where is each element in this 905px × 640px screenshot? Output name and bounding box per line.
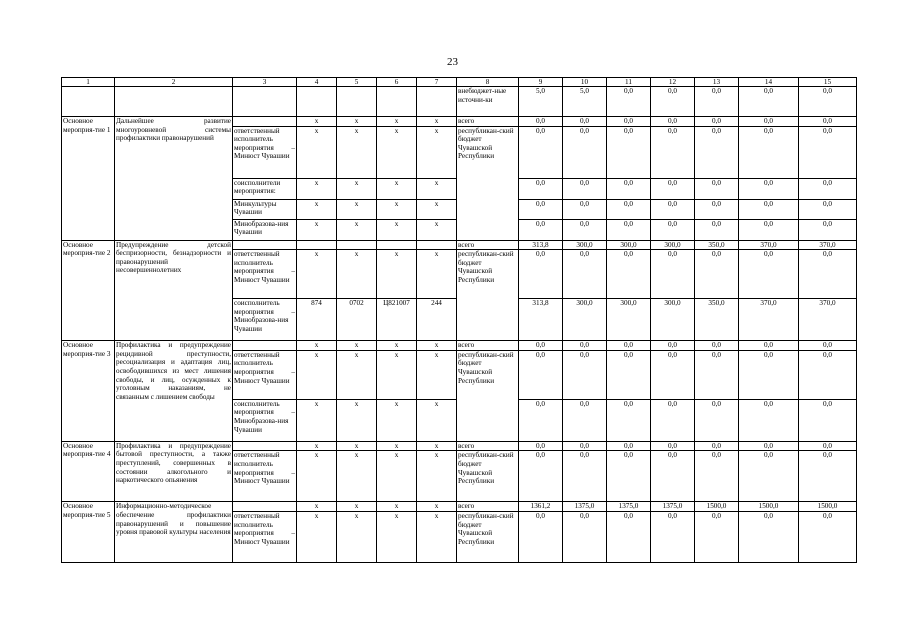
responsible-cell: ответственный исполнитель мероприятия – Минюст Чувашии: [233, 350, 297, 399]
code-cell: х: [377, 117, 417, 127]
code-cell: х: [377, 341, 417, 351]
value-cell: 0,0: [651, 250, 695, 299]
code-cell: х: [297, 219, 337, 240]
table-row: [62, 117, 857, 127]
value-cell: 0,0: [519, 250, 563, 299]
value-cell: 0,0: [695, 219, 739, 240]
code-cell: х: [417, 117, 457, 127]
table-row: [62, 240, 857, 250]
value-cell: 370,0: [739, 240, 799, 250]
value-cell: 0,0: [739, 250, 799, 299]
table-row: [62, 87, 857, 117]
code-cell: х: [417, 126, 457, 178]
value-cell: 0,0: [739, 117, 799, 127]
column-header: 12: [651, 78, 695, 87]
value-cell: 0,0: [695, 178, 739, 199]
code-cell: 874: [297, 299, 337, 341]
code-cell: х: [417, 250, 457, 299]
value-cell: 0,0: [651, 350, 695, 399]
column-header: 6: [377, 78, 417, 87]
value-cell: 5,0: [519, 87, 563, 117]
value-cell: 300,0: [563, 299, 607, 341]
code-cell: х: [417, 219, 457, 240]
code-cell: х: [377, 126, 417, 178]
code-cell: х: [377, 250, 417, 299]
value-cell: 0,0: [695, 441, 739, 451]
value-cell: 0,0: [563, 451, 607, 502]
responsible-cell: [233, 341, 297, 351]
responsible-cell: соисполнитель мероприятия – Минобразова-ния Чувашии: [233, 399, 297, 441]
value-cell: 0,0: [695, 341, 739, 351]
value-cell: 0,0: [651, 178, 695, 199]
value-cell: 0,0: [739, 341, 799, 351]
value-cell: 0,0: [799, 117, 857, 127]
value-cell: 0,0: [695, 199, 739, 219]
value-cell: 0,0: [695, 87, 739, 117]
value-cell: 0,0: [607, 399, 651, 441]
funding-source: всего: [457, 341, 519, 351]
code-cell: х: [337, 502, 377, 512]
empty-cell: [115, 87, 233, 117]
value-cell: 0,0: [651, 341, 695, 351]
measure-title: Профилактика и предупреждение рецидивной преступности, ресоциализация и адаптация лиц, освободившихся из мест лишения свободы, и лиц, осужденных к уголовным наказаниям, не связанным с лишением свободы: [115, 341, 233, 442]
code-cell: х: [337, 178, 377, 199]
value-cell: 0,0: [607, 199, 651, 219]
value-cell: 0,0: [519, 511, 563, 562]
value-cell: 0,0: [607, 178, 651, 199]
value-cell: 0,0: [799, 87, 857, 117]
value-cell: 0,0: [607, 341, 651, 351]
value-cell: 0,0: [739, 178, 799, 199]
value-cell: 0,0: [563, 511, 607, 562]
value-cell: 0,0: [607, 87, 651, 117]
value-cell: 370,0: [799, 299, 857, 341]
value-cell: 0,0: [695, 511, 739, 562]
value-cell: 0,0: [563, 219, 607, 240]
value-cell: 0,0: [607, 117, 651, 127]
value-cell: 0,0: [739, 399, 799, 441]
column-header: 15: [799, 78, 857, 87]
responsible-cell: [233, 240, 297, 250]
table-row: [62, 502, 857, 512]
responsible-cell: соисполнители мероприятия:: [233, 178, 297, 199]
code-cell: х: [377, 441, 417, 451]
value-cell: 370,0: [739, 299, 799, 341]
value-cell: 0,0: [651, 451, 695, 502]
code-cell: х: [337, 511, 377, 562]
code-cell: х: [297, 502, 337, 512]
measure-name: Основное мероприя-тие 3: [62, 341, 115, 442]
code-cell: х: [377, 199, 417, 219]
value-cell: 0,0: [563, 117, 607, 127]
code-cell: [297, 240, 337, 250]
value-cell: 0,0: [563, 399, 607, 441]
value-cell: 1500,0: [799, 502, 857, 512]
value-cell: 0,0: [739, 199, 799, 219]
responsible-cell: ответственный исполнитель мероприятия – Минюст Чувашии: [233, 126, 297, 178]
code-cell: х: [417, 178, 457, 199]
code-cell: Ц821007: [377, 299, 417, 341]
code-cell: х: [337, 341, 377, 351]
value-cell: 0,0: [799, 451, 857, 502]
code-cell: х: [337, 350, 377, 399]
value-cell: 350,0: [695, 299, 739, 341]
budget-table: [61, 77, 857, 563]
column-header: 4: [297, 78, 337, 87]
empty-cell: [62, 87, 115, 117]
code-cell: х: [417, 451, 457, 502]
code-cell: х: [417, 502, 457, 512]
funding-source: всего: [457, 502, 519, 512]
code-cell: х: [297, 399, 337, 441]
value-cell: 0,0: [651, 399, 695, 441]
funding-source: внебюджет-ные источни-ки: [457, 87, 519, 117]
value-cell: 0,0: [651, 126, 695, 178]
value-cell: 0,0: [799, 250, 857, 299]
value-cell: 0,0: [607, 511, 651, 562]
code-cell: х: [297, 117, 337, 127]
code-cell: х: [337, 250, 377, 299]
value-cell: 1375,0: [607, 502, 651, 512]
empty-cell: [377, 87, 417, 117]
value-cell: 0,0: [519, 219, 563, 240]
value-cell: 0,0: [799, 219, 857, 240]
empty-cell: [297, 87, 337, 117]
column-header: 11: [607, 78, 651, 87]
measure-title: Профилактика и предупреждение бытовой преступности, а также преступлений, совершенных в состоянии алкогольного и наркотического опьянения: [115, 441, 233, 502]
value-cell: 370,0: [799, 240, 857, 250]
code-cell: х: [417, 350, 457, 399]
value-cell: 0,0: [695, 350, 739, 399]
code-cell: [417, 240, 457, 250]
code-cell: х: [417, 441, 457, 451]
code-cell: х: [297, 441, 337, 451]
value-cell: 0,0: [739, 126, 799, 178]
code-cell: 244: [417, 299, 457, 341]
funding-source: всего: [457, 441, 519, 451]
code-cell: х: [417, 511, 457, 562]
value-cell: 0,0: [739, 451, 799, 502]
code-cell: [337, 240, 377, 250]
measure-name: Основное мероприя-тие 1: [62, 117, 115, 241]
value-cell: 1375,0: [563, 502, 607, 512]
responsible-cell: соисполнитель мероприятия – Минобразова-ния Чувашии: [233, 299, 297, 341]
responsible-cell: Минобразова-ния Чувашии: [233, 219, 297, 240]
value-cell: 300,0: [607, 240, 651, 250]
measure-title: Предупреждение детской беспризорности, безнадзорности и правонарушений несовершеннолетних: [115, 240, 233, 341]
funding-source: всего: [457, 240, 519, 250]
value-cell: 0,0: [607, 219, 651, 240]
value-cell: 5,0: [563, 87, 607, 117]
code-cell: х: [377, 511, 417, 562]
responsible-cell: ответственный исполнитель мероприятия – Минюст Чувашии: [233, 250, 297, 299]
column-header: 3: [233, 78, 297, 87]
value-cell: 0,0: [739, 441, 799, 451]
value-cell: 0,0: [519, 350, 563, 399]
code-cell: х: [297, 126, 337, 178]
responsible-cell: [233, 441, 297, 451]
code-cell: х: [377, 451, 417, 502]
responsible-cell: ответственный исполнитель мероприятия – Минюст Чувашии: [233, 511, 297, 562]
code-cell: х: [417, 399, 457, 441]
code-cell: х: [297, 341, 337, 351]
value-cell: 0,0: [563, 178, 607, 199]
responsible-cell: Минкультуры Чувашии: [233, 199, 297, 219]
column-header: 9: [519, 78, 563, 87]
table-row: [62, 341, 857, 351]
code-cell: х: [417, 199, 457, 219]
value-cell: 0,0: [739, 87, 799, 117]
funding-source: республикан-ский бюджет Чувашской Республики: [457, 250, 519, 341]
value-cell: 300,0: [651, 299, 695, 341]
value-cell: 0,0: [563, 199, 607, 219]
value-cell: 1361,2: [519, 502, 563, 512]
code-cell: х: [337, 219, 377, 240]
value-cell: 0,0: [739, 350, 799, 399]
value-cell: 0,0: [563, 250, 607, 299]
funding-source: республикан-ский бюджет Чувашской Республики: [457, 350, 519, 441]
value-cell: 300,0: [563, 240, 607, 250]
value-cell: 300,0: [651, 240, 695, 250]
code-cell: х: [377, 219, 417, 240]
value-cell: 350,0: [695, 240, 739, 250]
column-header: 2: [115, 78, 233, 87]
code-cell: 0702: [337, 299, 377, 341]
code-cell: х: [297, 511, 337, 562]
measure-title: Информационно-методическое обеспечение профилактики правонарушений и повышение уровня правовой культуры населения: [115, 502, 233, 563]
code-cell: х: [337, 199, 377, 219]
value-cell: 0,0: [799, 399, 857, 441]
code-cell: х: [337, 451, 377, 502]
value-cell: 0,0: [519, 441, 563, 451]
value-cell: 313,8: [519, 240, 563, 250]
value-cell: 0,0: [799, 126, 857, 178]
value-cell: 313,8: [519, 299, 563, 341]
responsible-cell: ответственный исполнитель мероприятия – Минюст Чувашии: [233, 451, 297, 502]
value-cell: 0,0: [739, 219, 799, 240]
value-cell: 0,0: [563, 126, 607, 178]
header-row: [62, 78, 857, 87]
measure-name: Основное мероприя-тие 2: [62, 240, 115, 341]
value-cell: 0,0: [799, 350, 857, 399]
value-cell: 0,0: [651, 117, 695, 127]
column-header: 13: [695, 78, 739, 87]
code-cell: х: [337, 399, 377, 441]
code-cell: х: [297, 178, 337, 199]
code-cell: х: [297, 199, 337, 219]
code-cell: х: [377, 178, 417, 199]
page-number: 23: [447, 56, 458, 68]
value-cell: 0,0: [563, 341, 607, 351]
value-cell: 1375,0: [651, 502, 695, 512]
value-cell: 0,0: [519, 199, 563, 219]
code-cell: х: [377, 399, 417, 441]
value-cell: 0,0: [519, 451, 563, 502]
column-header: 8: [457, 78, 519, 87]
value-cell: 0,0: [519, 117, 563, 127]
value-cell: 0,0: [607, 126, 651, 178]
code-cell: х: [297, 350, 337, 399]
value-cell: 0,0: [799, 511, 857, 562]
empty-cell: [417, 87, 457, 117]
column-header: 7: [417, 78, 457, 87]
value-cell: 0,0: [563, 441, 607, 451]
value-cell: 0,0: [799, 341, 857, 351]
value-cell: 0,0: [651, 441, 695, 451]
column-header: 14: [739, 78, 799, 87]
value-cell: 0,0: [607, 250, 651, 299]
value-cell: 0,0: [695, 451, 739, 502]
responsible-cell: [233, 502, 297, 512]
code-cell: х: [417, 341, 457, 351]
code-cell: х: [297, 451, 337, 502]
funding-source: республикан-ский бюджет Чувашской Республики: [457, 451, 519, 502]
responsible-cell: [233, 117, 297, 127]
column-header: 5: [337, 78, 377, 87]
code-cell: х: [297, 250, 337, 299]
funding-source: республикан-ский бюджет Чувашской Республики: [457, 511, 519, 562]
value-cell: 300,0: [607, 299, 651, 341]
measure-name: Основное мероприя-тие 5: [62, 502, 115, 563]
value-cell: 0,0: [695, 250, 739, 299]
code-cell: [377, 240, 417, 250]
code-cell: х: [337, 126, 377, 178]
value-cell: 0,0: [799, 178, 857, 199]
value-cell: 0,0: [607, 350, 651, 399]
empty-cell: [337, 87, 377, 117]
value-cell: 0,0: [607, 451, 651, 502]
value-cell: 0,0: [695, 399, 739, 441]
value-cell: 0,0: [519, 399, 563, 441]
value-cell: 0,0: [519, 341, 563, 351]
value-cell: 1500,0: [695, 502, 739, 512]
value-cell: 0,0: [799, 199, 857, 219]
measure-title: Дальнейшее развитие многоуровневой системы профилактики правонарушений: [115, 117, 233, 241]
measure-name: Основное мероприя-тие 4: [62, 441, 115, 502]
value-cell: 0,0: [651, 199, 695, 219]
code-cell: х: [337, 117, 377, 127]
value-cell: 0,0: [651, 511, 695, 562]
code-cell: х: [377, 350, 417, 399]
code-cell: х: [337, 441, 377, 451]
value-cell: 0,0: [519, 126, 563, 178]
value-cell: 0,0: [739, 511, 799, 562]
column-header: 10: [563, 78, 607, 87]
value-cell: 0,0: [607, 441, 651, 451]
funding-source: республикан-ский бюджет Чувашской Республики: [457, 126, 519, 240]
value-cell: 0,0: [695, 126, 739, 178]
value-cell: 0,0: [563, 350, 607, 399]
value-cell: 0,0: [799, 441, 857, 451]
value-cell: 0,0: [695, 117, 739, 127]
code-cell: х: [377, 502, 417, 512]
value-cell: 1500,0: [739, 502, 799, 512]
empty-cell: [233, 87, 297, 117]
value-cell: 0,0: [519, 178, 563, 199]
value-cell: 0,0: [651, 219, 695, 240]
funding-source: всего: [457, 117, 519, 127]
column-header: 1: [62, 78, 115, 87]
value-cell: 0,0: [651, 87, 695, 117]
table-row: [62, 441, 857, 451]
